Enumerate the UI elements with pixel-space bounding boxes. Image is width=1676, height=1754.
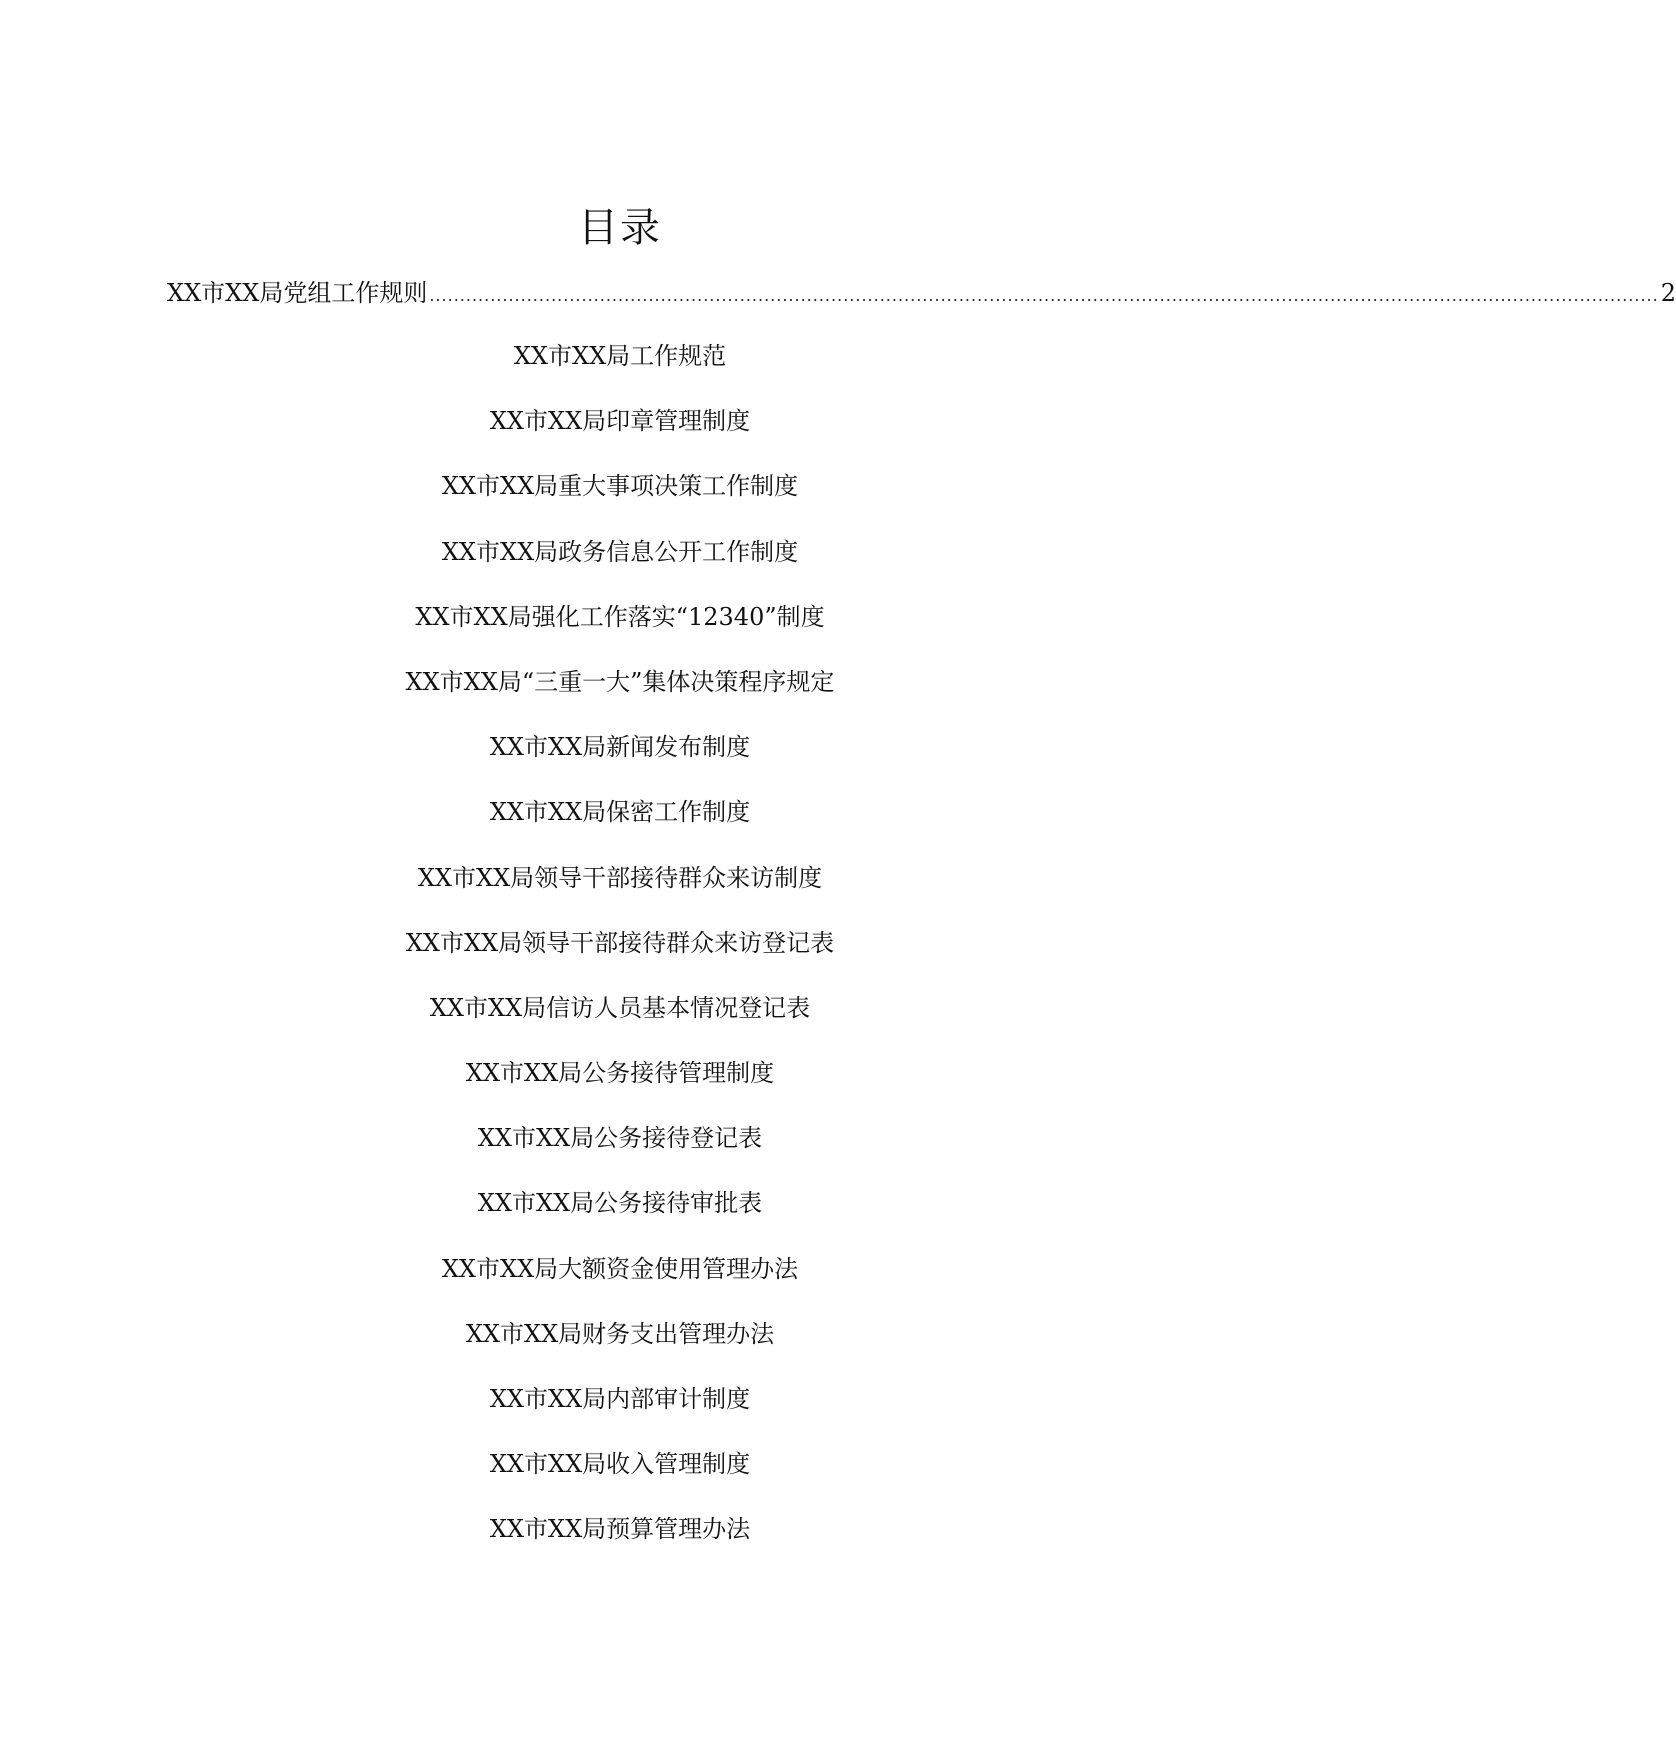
toc-entry[interactable]: XX市XX局强化工作落实“12340”制度 <box>415 602 825 631</box>
toc-entry[interactable]: XX市XX局工作规范 <box>513 342 727 370</box>
toc-page-number: 2 <box>1660 279 1676 307</box>
toc-title: 目录 <box>578 205 662 251</box>
toc-entry[interactable]: XX市XX局信访人员基本情况登记表 <box>429 993 811 1022</box>
toc-entry[interactable]: XX市XX局内部审计制度 <box>489 1385 751 1413</box>
toc-entry[interactable]: XX市XX局保密工作制度 <box>489 798 751 827</box>
toc-entry[interactable]: XX市XX局领导干部接待群众来访登记表 <box>405 928 835 957</box>
toc-entry-first[interactable] <box>167 277 1676 312</box>
toc-entry[interactable]: XX市XX局公务接待审批表 <box>477 1189 763 1218</box>
toc-entry[interactable]: XX市XX局新闻发布制度 <box>489 733 751 762</box>
toc-dot-leader: .......................................................................................................................................................................................................... <box>429 286 1659 305</box>
toc-list <box>0 340 1240 1579</box>
toc-entry[interactable]: XX市XX局收入管理制度 <box>489 1450 751 1479</box>
toc-entry[interactable]: XX市XX局领导干部接待群众来访制度 <box>417 863 823 892</box>
toc-entry[interactable]: XX市XX局政务信息公开工作制度 <box>441 537 799 566</box>
toc-entry[interactable]: XX市XX局公务接待登记表 <box>477 1124 763 1153</box>
toc-entry[interactable]: XX市XX局预算管理办法 <box>489 1515 751 1544</box>
toc-entry[interactable]: XX市XX局印章管理制度 <box>489 407 751 436</box>
toc-entry[interactable]: XX市XX局“三重一大”集体决策程序规定 <box>405 667 835 696</box>
toc-entry[interactable]: XX市XX局重大事项决策工作制度 <box>441 472 799 501</box>
toc-entry[interactable]: XX市XX局公务接待管理制度 <box>465 1059 775 1088</box>
toc-entry-label: XX市XX局党组工作规则 <box>167 279 428 307</box>
toc-entry[interactable]: XX市XX局财务支出管理办法 <box>465 1319 775 1348</box>
toc-entry[interactable]: XX市XX局大额资金使用管理办法 <box>441 1254 799 1283</box>
